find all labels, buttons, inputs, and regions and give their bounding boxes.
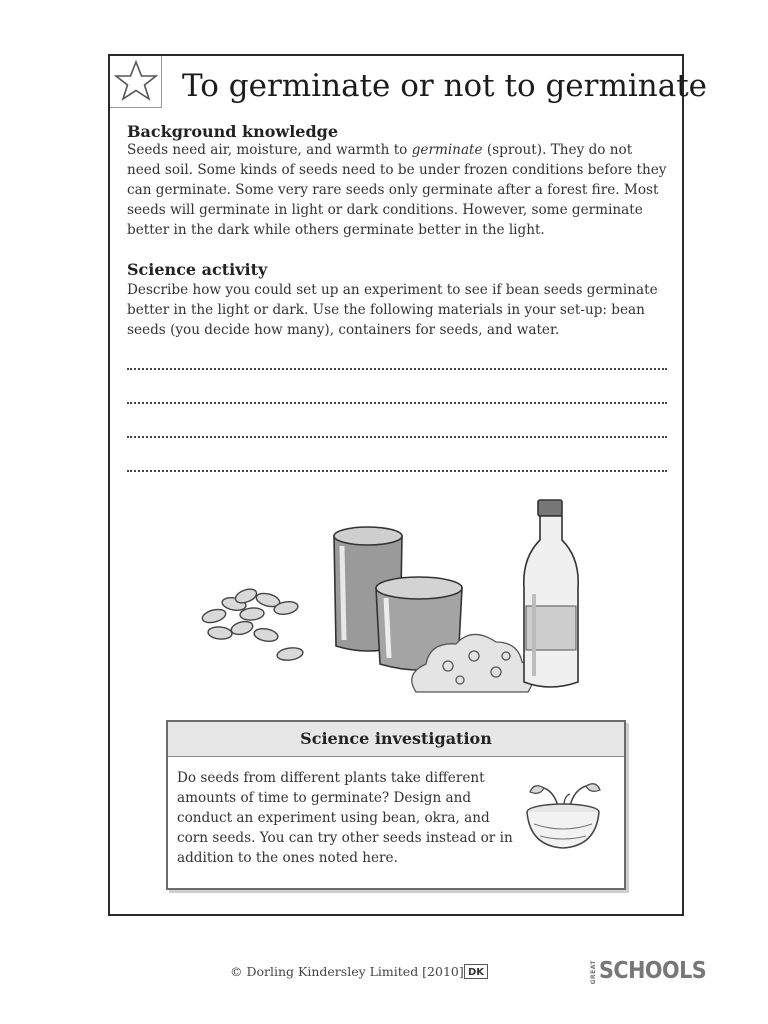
answer-line-2[interactable]: [127, 402, 667, 404]
investigation-line: corn seeds. You can try other seeds instead or in: [177, 830, 513, 846]
activity-line: better in the light or dark. Use the following materials in your set-up: bean: [127, 302, 645, 318]
answer-line-4[interactable]: [127, 470, 667, 472]
background-line: can germinate. Some very rare seeds only germinate after a forest fire. Most: [127, 182, 659, 198]
investigation-line: amounts of time to germinate? Design and: [177, 790, 472, 806]
bean-seeds-illustration: [201, 587, 304, 662]
investigation-box: [166, 720, 626, 890]
answer-line-3[interactable]: [127, 436, 667, 438]
sprouting-bowl-icon: [520, 774, 606, 854]
background-line: need soil. Some kinds of seeds need to be under frozen conditions before they: [127, 162, 667, 178]
water-bottle-illustration: [524, 500, 578, 687]
background-line: seeds will germinate in light or dark conditions. However, some germinate: [127, 202, 643, 218]
logo-schools-text: SCHOOLS: [599, 958, 707, 984]
dk-logo: DK: [464, 964, 488, 979]
worksheet-frame: [108, 54, 708, 916]
star-icon: [110, 56, 162, 108]
investigation-line: Do seeds from different plants take different: [177, 770, 485, 786]
investigation-heading: Science investigation: [168, 722, 624, 757]
background-paragraph: [127, 140, 672, 240]
activity-heading: Science activity: [127, 260, 268, 279]
answer-line-1[interactable]: [127, 368, 667, 370]
investigation-line: conduct an experiment using bean, okra, and: [177, 810, 490, 826]
logo-great-text: GREAT: [590, 960, 597, 985]
background-heading: Background knowledge: [127, 122, 339, 141]
background-line: better in the dark while others germinate better in the light.: [127, 222, 545, 238]
activity-paragraph: [127, 280, 672, 340]
investigation-paragraph: [177, 768, 513, 868]
copyright-text: © Dorling Kindersley Limited [2010]: [230, 964, 464, 979]
activity-line: Describe how you could set up an experiment to see if bean seeds germinate: [127, 282, 658, 298]
worksheet-title: To germinate or not to germinate: [182, 68, 708, 104]
star-badge: [110, 56, 162, 108]
activity-line: seeds (you decide how many), containers for seeds, and water.: [127, 322, 560, 338]
background-line: Seeds need air, moisture, and warmth to germinate (sprout). They do not: [127, 142, 633, 158]
investigation-line: addition to the ones noted here.: [177, 850, 398, 866]
materials-illustration: [190, 496, 610, 706]
